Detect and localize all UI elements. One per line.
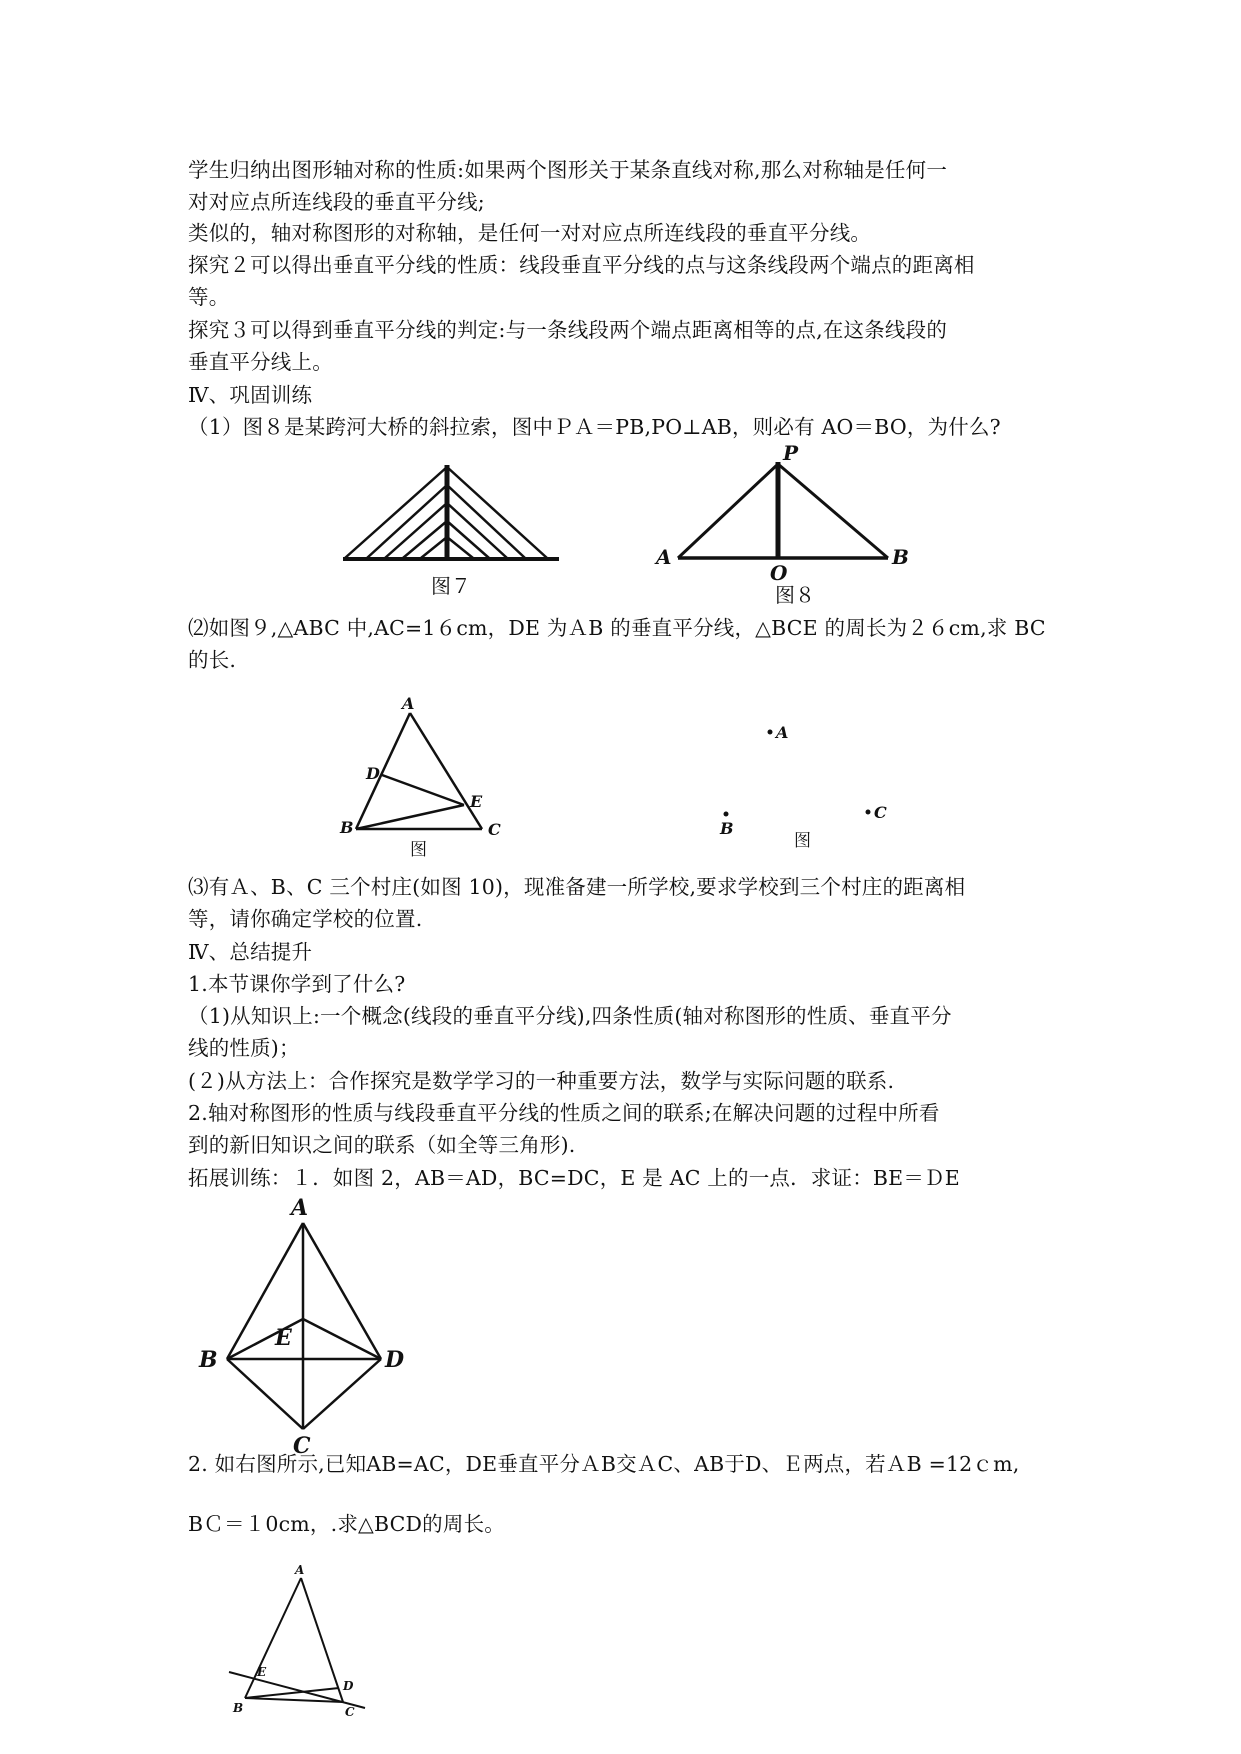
- fig9-label-c: C: [488, 820, 501, 839]
- section-heading-summary: Ⅳ、总结提升: [188, 940, 313, 964]
- text-line-2: 对对应点所连线段的垂直平分线;: [188, 190, 485, 214]
- fig9-label-a: A: [402, 694, 415, 713]
- text-line-23: BＣ＝１0cm，.求△BCD的周长。: [188, 1512, 505, 1536]
- text-line-22: 2. 如右图所示,已知AB=AC，DE垂直平分ＡB交ＡC、AB于D、Ｅ两点，若ＡB =12ｃm,: [188, 1452, 1020, 1476]
- fig2-label-b: B: [199, 1347, 218, 1373]
- text-line-20: 到的新旧知识之间的联系（如全等三角形).: [188, 1133, 576, 1157]
- figright-label-d: D: [343, 1679, 354, 1693]
- section-heading-practice: Ⅳ、巩固训练: [188, 383, 313, 407]
- fig2-label-a: A: [291, 1195, 309, 1221]
- figure-2: [195, 1195, 415, 1459]
- fig8-label-b: B: [892, 545, 909, 569]
- fig7-caption: 图７: [431, 574, 471, 598]
- text-line-17: 线的性质)；: [188, 1036, 300, 1060]
- text-line-19: 2.轴对称图形的性质与线段垂直平分线的性质之间的联系;在解决问题的过程中所看: [188, 1101, 940, 1125]
- text-line-21: 拓展训练：１．如图 2，AB＝AD，BC=DC，E 是 AC 上的一点．求证：BE＝ＤE: [188, 1166, 960, 1190]
- fig10-label-c: C: [874, 803, 887, 822]
- figright-label-c: C: [345, 1705, 355, 1719]
- figright-label-a: A: [295, 1563, 305, 1577]
- text-line-18: (２)从方法上：合作探究是数学学习的一种重要方法，数学与实际问题的联系.: [188, 1069, 895, 1093]
- text-line-9: （1）图８是某跨河大桥的斜拉索，图中ＰＡ＝PB,PO⊥AB，则必有 AO＝BO，为什么?: [188, 415, 1001, 439]
- figure-7: [335, 455, 575, 598]
- figright-label-b: B: [233, 1701, 244, 1715]
- text-line-5: 等。: [188, 285, 230, 309]
- text-line-1: 学生归纳出图形轴对称的性质:如果两个图形关于某条直线对称,那么对称轴是任何一: [188, 158, 948, 182]
- figure-10: [690, 710, 910, 850]
- fig8-label-p: P: [783, 441, 799, 465]
- figright-label-e: E: [257, 1665, 267, 1679]
- fig9-label-e: E: [470, 792, 483, 811]
- fig9-label-b: B: [340, 818, 354, 837]
- fig9-caption: 图: [410, 840, 427, 860]
- text-line-11: 的长.: [188, 648, 237, 672]
- text-line-10: ⑵如图９,△ABC 中,AC=1６cm，DE 为ＡB 的垂直平分线，△BCE 的周长为２６cm,求 BC: [188, 616, 1046, 640]
- text-line-6: 探究３可以得到垂直平分线的判定:与一条线段两个端点距离相等的点,在这条线段的: [188, 318, 948, 342]
- fig10-label-a: A: [776, 723, 789, 742]
- figure-9: [330, 694, 530, 860]
- text-line-4: 探究２可以得出垂直平分线的性质：线段垂直平分线的点与这条线段两个端点的距离相: [188, 253, 975, 277]
- text-line-3: 类似的，轴对称图形的对称轴，是任何一对对应点所连线段的垂直平分线。: [188, 221, 872, 245]
- fig2-label-e: E: [275, 1325, 292, 1351]
- text-line-16: （1)从知识上:一个概念(线段的垂直平分线),四条性质(轴对称图形的性质、垂直平分: [188, 1004, 952, 1028]
- figure-8: [650, 440, 920, 610]
- fig8-label-a: A: [656, 545, 672, 569]
- fig2-label-d: D: [385, 1347, 405, 1373]
- figure-right: [225, 1560, 385, 1720]
- fig9-label-d: D: [366, 764, 380, 783]
- fig10-caption: 图: [794, 831, 811, 851]
- fig8-caption: 图８: [775, 583, 815, 607]
- fig10-label-b: B: [720, 819, 734, 838]
- text-line-7: 垂直平分线上。: [188, 350, 333, 374]
- fig2-label-c: C: [293, 1433, 311, 1459]
- text-line-13: 等，请你确定学校的位置.: [188, 907, 423, 931]
- text-line-12: ⑶有Ａ、B、C 三个村庄(如图 10)，现准备建一所学校,要求学校到三个村庄的距离相: [188, 875, 966, 899]
- text-line-15: 1.本节课你学到了什么?: [188, 972, 406, 996]
- fig8-label-o: O: [770, 561, 788, 585]
